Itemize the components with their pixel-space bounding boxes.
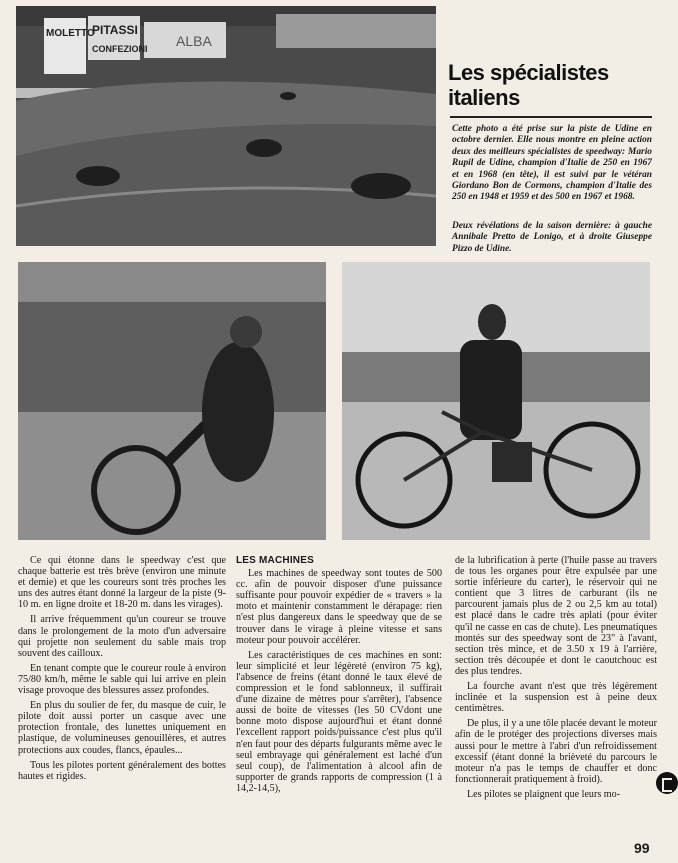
paragraph: Ce qui étonne dans le speedway c'est que chaque batterie est très brève (environ une minute et demie) et que les coureurs sont très proches les uns des autres étant donné la largeur de la piste (9-10 m. en ligne droite et 18-20 m. dans les virages). bbox=[18, 555, 226, 611]
paragraph: de la lubrification à perte (l'huile passe au travers de tous les organes pour être expulsée par une sortie inférieure du carter), le réservoir qui ne contient que 3 litres de carburant (ils ne parcourent jamais plus de 2 ou 2,5 km au total) est placé dans le cadre très aplati (pour éviter qu'il ne casse en cas de chute). Les pneumatiques montés sur des speedway sont de 23" à l'avant, section très mince, et de 3.50 x 19 à l'arrière, section très découpée et dont le caoutchouc est des plus tendres. bbox=[455, 555, 657, 677]
headline-rule bbox=[450, 116, 652, 118]
rider-photo-right bbox=[342, 262, 650, 540]
article-headline: Les spécialistes italiens bbox=[448, 60, 609, 110]
text-column-3 bbox=[455, 555, 657, 804]
section-heading: LES MACHINES bbox=[236, 555, 314, 566]
race-photo bbox=[16, 6, 436, 246]
photo-caption: Cette photo a été prise sur la piste de Udine en octobre dernier. Elle nous montre en pleine action deux des meilleurs spécialistes de speedway: Mario Rupil de Udine, champion d'Italie de 250 en 1967 et en 1968 (en tête), il est suivi par le vétéran Giordano Bon de Cormons, champion d'Italie des 250 en 1948 et 1959 et des 500 en 1967 et 1968. bbox=[452, 124, 652, 203]
text-column-2 bbox=[236, 555, 442, 798]
rider-photo-left bbox=[18, 262, 326, 540]
paragraph: La fourche avant n'est que très légèrement inclinée et la suspension est à peine deux centimètres. bbox=[455, 681, 657, 715]
paragraph: Tous les pilotes portent généralement des bottes hautes et rigides. bbox=[18, 759, 226, 782]
paragraph: En tenant compte que le coureur roule à environ 75/80 km/h, même le sable qui lui arrive en plein visage provoque des blessures assez profondes. bbox=[18, 662, 226, 697]
photo-caption-secondary: Deux révélations de la saison dernière: à gauche Annibale Pretto de Lonigo, et à droite Giuseppe Pizzo de Udine. bbox=[452, 221, 652, 254]
paragraph: De plus, il y a une tôle placée devant le moteur afin de le protéger des projections diverses mais aussi pour le mettre à l'abri d'un refroidissement excessif (étant donné la brièveté du parcours le moteur n'a pas le temps de chauffer et donc fonctionnerait pratiquement à froid). bbox=[455, 718, 657, 785]
paragraph: Il arrive fréquemment qu'un coureur se trouve dans le prolongement de la moto d'un adversaire qui projette non seulement du sable mais trop souvent des cailloux. bbox=[18, 614, 226, 659]
banner-alba: ALBA bbox=[176, 33, 212, 49]
paragraph: Les machines de speedway sont toutes de 500 cc. afin de pouvoir disposer d'une puissance suffisante pour pouvoir expédier de « travers » la moto et maintenir constamment le dérapage: rien n'est plus dangereux dans le speedway que de se trouver dans le virage à pleine vitesse et sans moteur pour pouvoir accélérer. bbox=[236, 568, 442, 646]
paragraph: Les pilotes se plaignent que leurs mo- bbox=[467, 788, 621, 800]
text-column-1 bbox=[18, 555, 226, 786]
banner-confezioni: CONFEZIONI bbox=[92, 44, 148, 54]
paragraph: En plus du soulier de fer, du masque de cuir, le pilote doit aussi porter un casque avec une protection frontale, des lunettes uniquement en plastique, de volumineuses genouillères, et autres protections aux coudes, flancs, épaules... bbox=[18, 700, 226, 756]
banner-pitassi: PITASSI bbox=[92, 23, 138, 37]
page-number: 99 bbox=[634, 840, 650, 856]
banner-moletto: MOLETTO bbox=[46, 28, 95, 39]
continue-marker-icon bbox=[656, 772, 678, 794]
paragraph: Les caractéristiques de ces machines en sont: leur simplicité et leur légèreté (environ 75 kg), l'absence de freins (étant donné le taux élevé de compression et le fond sablonneux, il suffirait d'une dizaine de mètres pour s'arrêter), l'absence aussi de boite de vitesses (les 50 CVdont une bonne moto dispose aujourd'hui et étant donné l'excellent rapport poids/puissance c'est plus qu'il n'en faut pour des départs fulgurants même avec le seul embrayage qui généralement est laché d'un seul coup), de l'alimentation à alcool afin de supporter de grands rapports de compression (1 à 14,2-14,5), bbox=[236, 649, 442, 794]
